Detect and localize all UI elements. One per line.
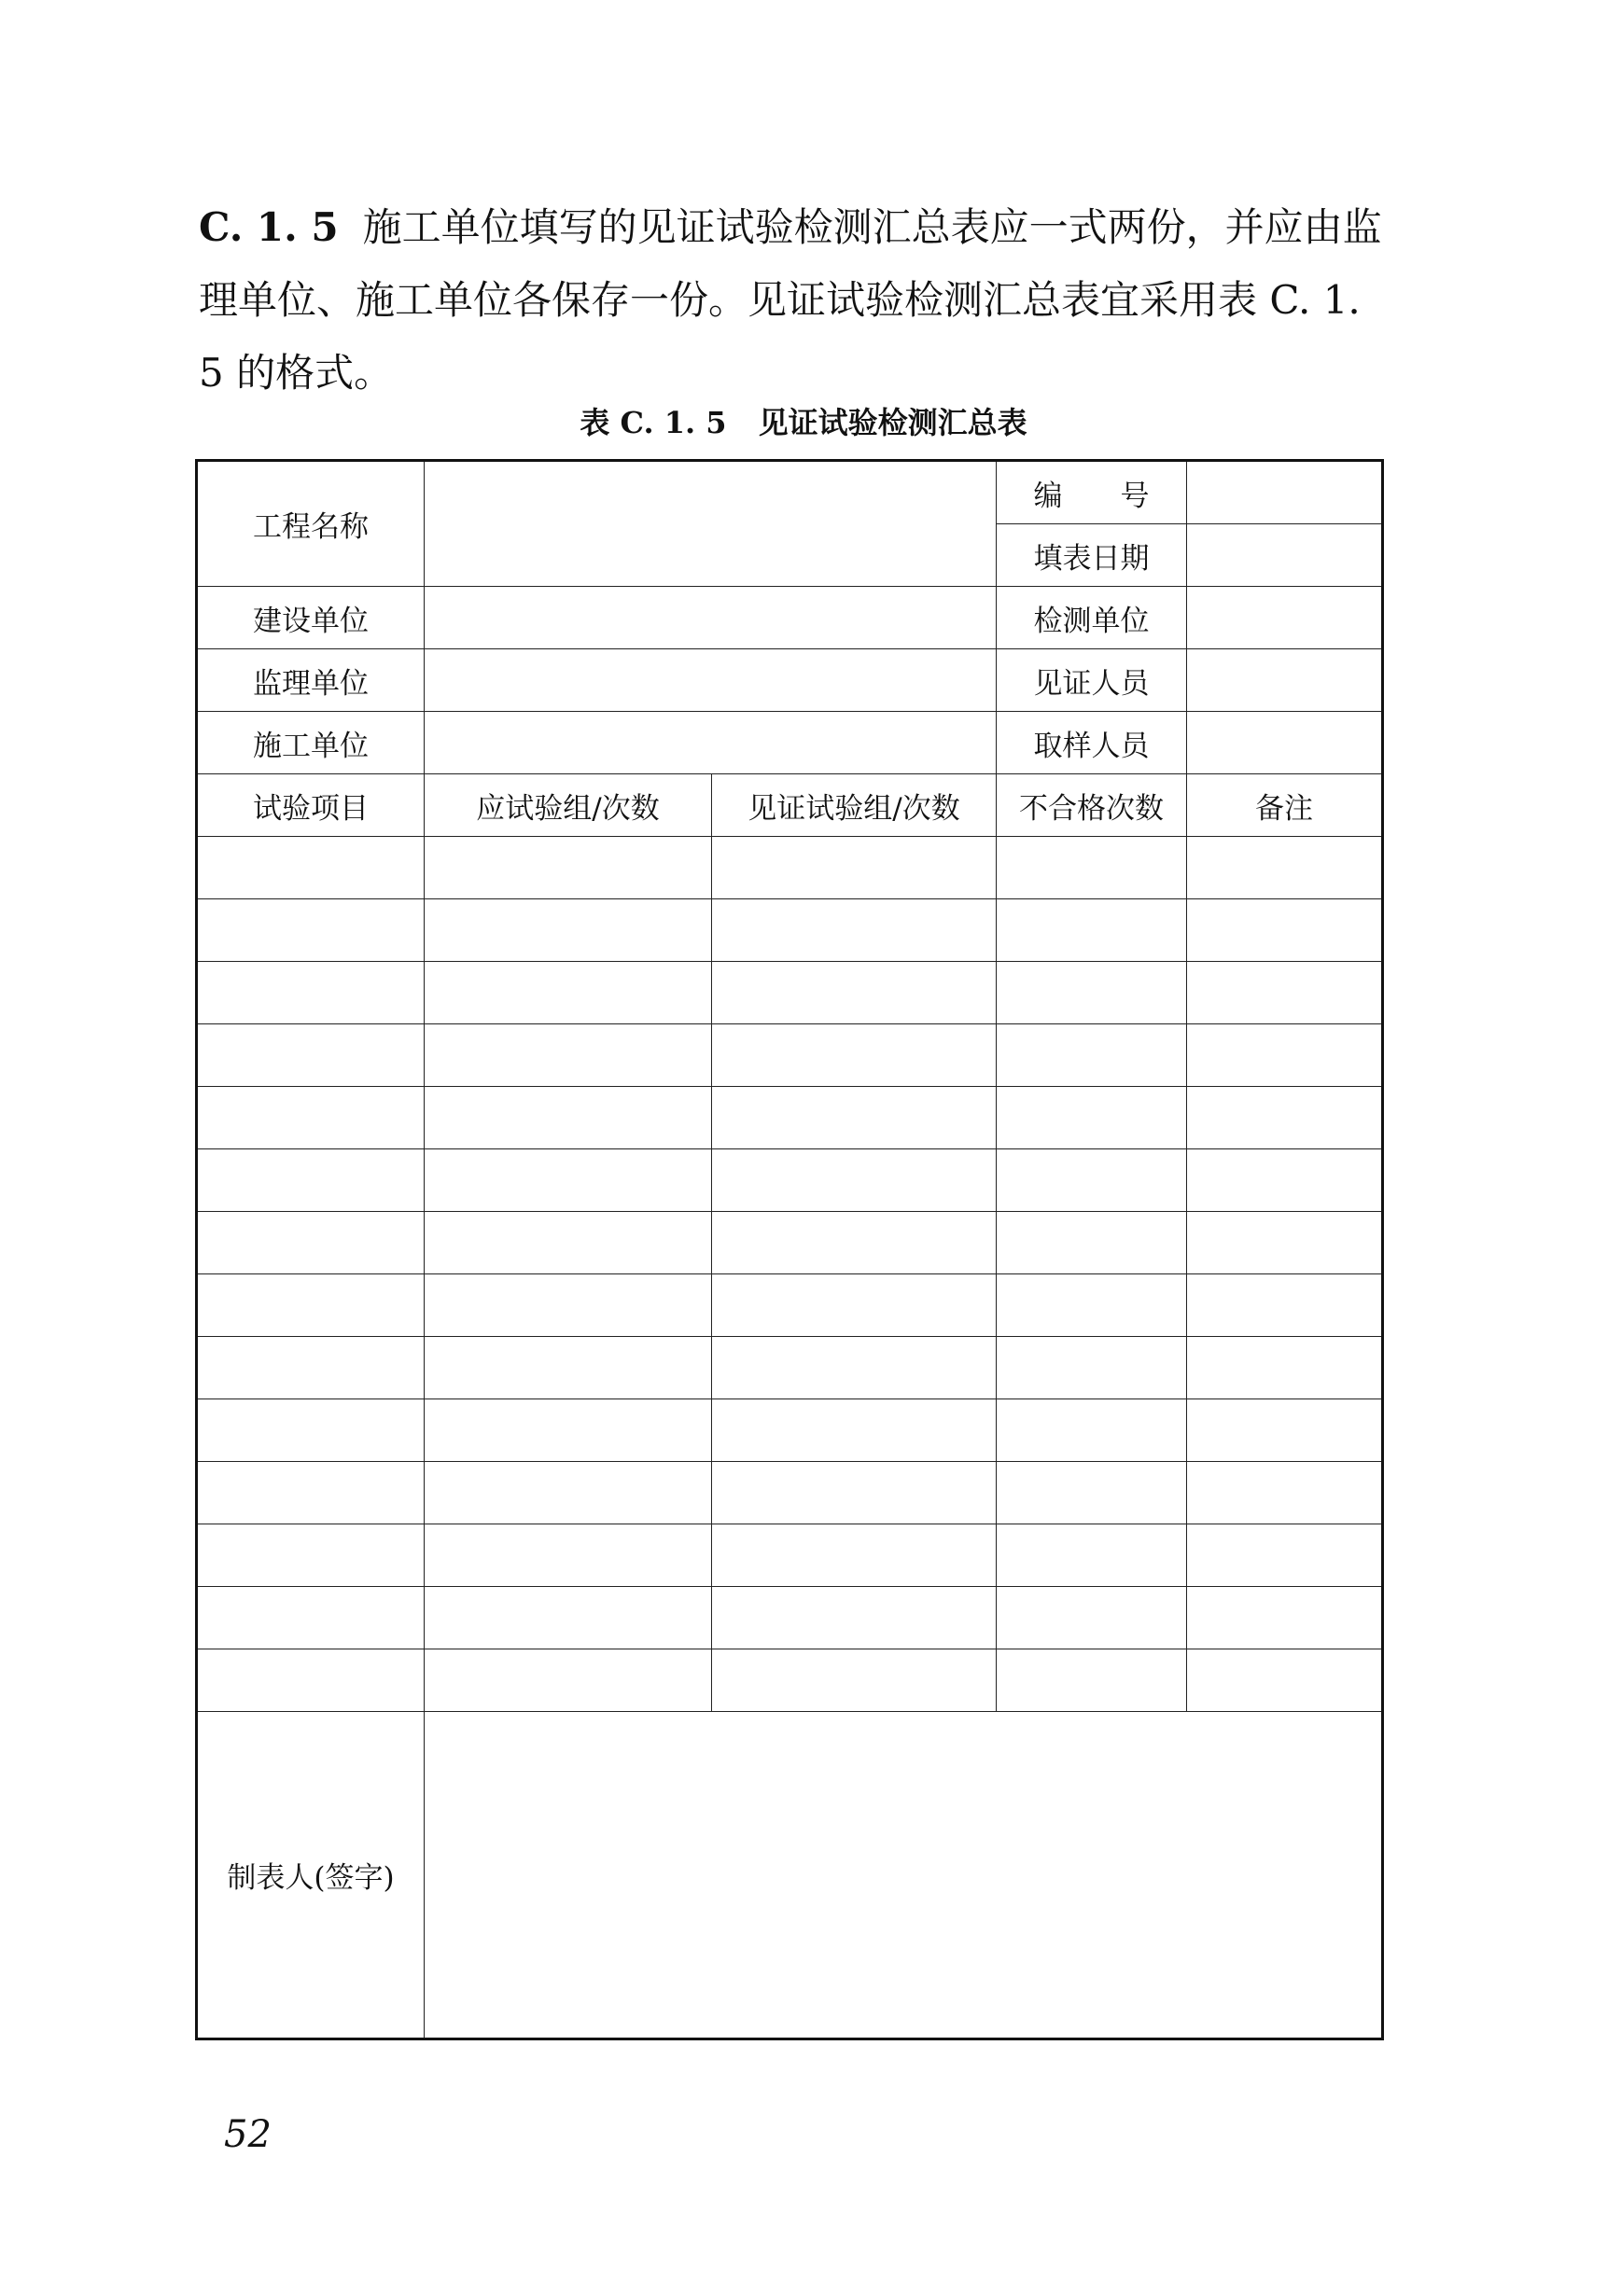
test-item-cell[interactable] (197, 837, 425, 899)
test-item-cell[interactable] (197, 1274, 425, 1337)
table-row (197, 899, 1383, 962)
witnessed-count-cell[interactable] (712, 1524, 997, 1587)
table-row (197, 1024, 1383, 1087)
remarks-cell[interactable] (1187, 1649, 1383, 1712)
remarks-cell[interactable] (1187, 899, 1383, 962)
serial-no-field[interactable] (1187, 461, 1383, 524)
failed-count-cell[interactable] (997, 1524, 1187, 1587)
failed-count-cell[interactable] (997, 837, 1187, 899)
column-header-failed-count: 不合格次数 (997, 774, 1187, 837)
column-header-remarks: 备注 (1187, 774, 1383, 837)
failed-count-cell[interactable] (997, 1399, 1187, 1462)
table-row (197, 837, 1383, 899)
table-row (197, 962, 1383, 1024)
required-count-cell[interactable] (425, 1149, 712, 1212)
required-count-cell[interactable] (425, 899, 712, 962)
witnessed-count-cell[interactable] (712, 1649, 997, 1712)
failed-count-cell[interactable] (997, 1212, 1187, 1274)
table-row (197, 1649, 1383, 1712)
fill-date-label: 填表日期 (997, 524, 1187, 587)
header-row-3 (197, 587, 1383, 649)
table-row (197, 1399, 1383, 1462)
test-item-cell[interactable] (197, 899, 425, 962)
test-item-cell[interactable] (197, 1212, 425, 1274)
required-count-cell[interactable] (425, 1462, 712, 1524)
witnessed-count-cell[interactable] (712, 1024, 997, 1087)
required-count-cell[interactable] (425, 1087, 712, 1149)
required-count-cell[interactable] (425, 1337, 712, 1399)
test-item-cell[interactable] (197, 1087, 425, 1149)
construction-org-label: 建设单位 (197, 587, 425, 649)
required-count-cell[interactable] (425, 1649, 712, 1712)
remarks-cell[interactable] (1187, 1087, 1383, 1149)
signature-label: 制表人(签字) (197, 1712, 425, 2039)
column-header-witnessed-count: 见证试验组/次数 (712, 774, 997, 837)
remarks-cell[interactable] (1187, 1024, 1383, 1087)
column-header-required-count: 应试验组/次数 (425, 774, 712, 837)
table-caption (0, 399, 1607, 442)
remarks-cell[interactable] (1187, 1149, 1383, 1212)
table-row (197, 1274, 1383, 1337)
test-item-cell[interactable] (197, 1337, 425, 1399)
test-item-cell[interactable] (197, 1649, 425, 1712)
witness-test-summary-table (195, 459, 1384, 2040)
test-item-cell[interactable] (197, 1149, 425, 1212)
table-row (197, 1462, 1383, 1524)
remarks-cell[interactable] (1187, 1587, 1383, 1649)
table-row (197, 1149, 1383, 1212)
witnessed-count-cell[interactable] (712, 899, 997, 962)
remarks-cell[interactable] (1187, 1337, 1383, 1399)
failed-count-cell[interactable] (997, 1587, 1187, 1649)
supervision-org-label: 监理单位 (197, 649, 425, 712)
project-name-field[interactable] (425, 461, 997, 587)
table-row (197, 1587, 1383, 1649)
header-row-5 (197, 712, 1383, 774)
failed-count-cell[interactable] (997, 1149, 1187, 1212)
test-item-cell[interactable] (197, 962, 425, 1024)
required-count-cell[interactable] (425, 1212, 712, 1274)
required-count-cell[interactable] (425, 962, 712, 1024)
witnessed-count-cell[interactable] (712, 1274, 997, 1337)
witnessed-count-cell[interactable] (712, 1399, 997, 1462)
header-row-1 (197, 461, 1383, 524)
required-count-cell[interactable] (425, 837, 712, 899)
signature-row (197, 1712, 1383, 2039)
witnessed-count-cell[interactable] (712, 1337, 997, 1399)
remarks-cell[interactable] (1187, 1399, 1383, 1462)
test-item-cell[interactable] (197, 1524, 425, 1587)
clause-number: C. 1. 5 (199, 204, 339, 250)
clause-paragraph (199, 191, 1384, 410)
failed-count-cell[interactable] (997, 1024, 1187, 1087)
required-count-cell[interactable] (425, 1274, 712, 1337)
supervision-org-field[interactable] (425, 649, 997, 712)
remarks-cell[interactable] (1187, 837, 1383, 899)
remarks-cell[interactable] (1187, 1462, 1383, 1524)
required-count-cell[interactable] (425, 1024, 712, 1087)
header-row-4 (197, 649, 1383, 712)
failed-count-cell[interactable] (997, 899, 1187, 962)
project-name-label: 工程名称 (197, 461, 425, 587)
table-row (197, 1524, 1383, 1587)
signature-field[interactable] (425, 1712, 1383, 2039)
fill-date-field[interactable] (1187, 524, 1383, 587)
remarks-cell[interactable] (1187, 1212, 1383, 1274)
table-caption-number: 表 C. 1. 5 (580, 405, 727, 440)
table-row (197, 1337, 1383, 1399)
required-count-cell[interactable] (425, 1399, 712, 1462)
table-row (197, 1087, 1383, 1149)
test-item-cell[interactable] (197, 1462, 425, 1524)
witness-person-field[interactable] (1187, 649, 1383, 712)
construction-org-field[interactable] (425, 587, 997, 649)
witnessed-count-cell[interactable] (712, 1212, 997, 1274)
failed-count-cell[interactable] (997, 1337, 1187, 1399)
failed-count-cell[interactable] (997, 1462, 1187, 1524)
test-item-cell[interactable] (197, 1024, 425, 1087)
testing-org-label: 检测单位 (997, 587, 1187, 649)
test-item-cell[interactable] (197, 1399, 425, 1462)
remarks-cell[interactable] (1187, 1524, 1383, 1587)
witnessed-count-cell[interactable] (712, 1587, 997, 1649)
witnessed-count-cell[interactable] (712, 1149, 997, 1212)
failed-count-cell[interactable] (997, 962, 1187, 1024)
failed-count-cell[interactable] (997, 1649, 1187, 1712)
clause-text: 施工单位填写的见证试验检测汇总表应一式两份，并应由监理单位、施工单位各保存一份。见证试验检测汇总表宜采用表 C. 1. 5 的格式。 (199, 204, 1382, 396)
witnessed-count-cell[interactable] (712, 837, 997, 899)
remarks-cell[interactable] (1187, 962, 1383, 1024)
required-count-cell[interactable] (425, 1587, 712, 1649)
table-row (197, 1212, 1383, 1274)
witness-person-label: 见证人员 (997, 649, 1187, 712)
test-item-cell[interactable] (197, 1587, 425, 1649)
column-header-row (197, 774, 1383, 837)
testing-org-field[interactable] (1187, 587, 1383, 649)
contractor-org-field[interactable] (425, 712, 997, 774)
column-header-test-item: 试验项目 (197, 774, 425, 837)
contractor-org-label: 施工单位 (197, 712, 425, 774)
sampling-person-label: 取样人员 (997, 712, 1187, 774)
sampling-person-field[interactable] (1187, 712, 1383, 774)
witnessed-count-cell[interactable] (712, 1087, 997, 1149)
page-number: 52 (224, 2113, 272, 2156)
failed-count-cell[interactable] (997, 1087, 1187, 1149)
required-count-cell[interactable] (425, 1524, 712, 1587)
failed-count-cell[interactable] (997, 1274, 1187, 1337)
witnessed-count-cell[interactable] (712, 1462, 997, 1524)
remarks-cell[interactable] (1187, 1274, 1383, 1337)
serial-no-label: 编 号 (997, 461, 1187, 524)
witnessed-count-cell[interactable] (712, 962, 997, 1024)
table-caption-title: 见证试验检测汇总表 (758, 405, 1027, 440)
